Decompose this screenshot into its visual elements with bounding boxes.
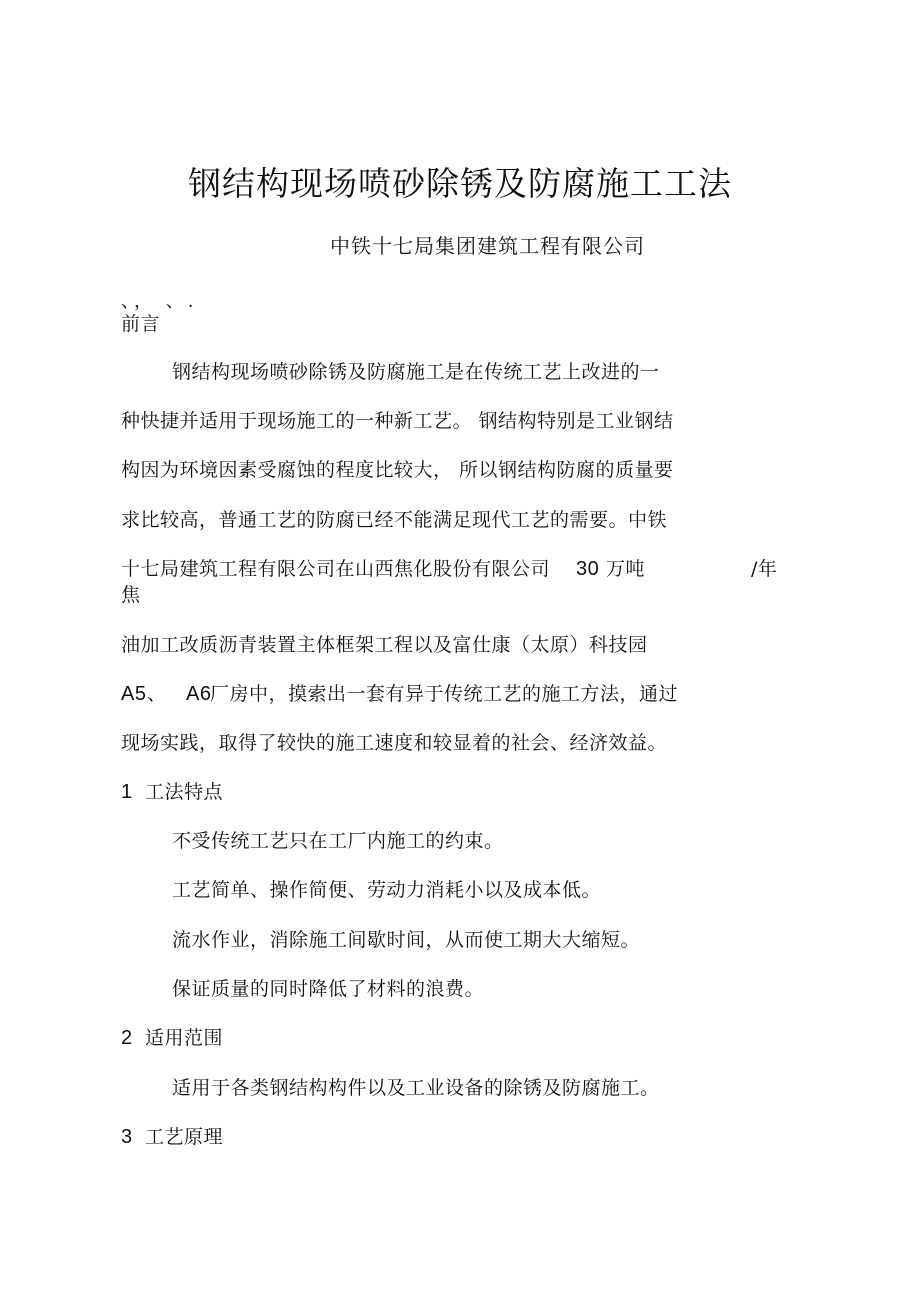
section-heading: 工艺原理	[145, 1126, 224, 1148]
preface-line: 钢结构现场喷砂除锈及防腐施工是在传统工艺上改进的一	[172, 361, 660, 383]
preface-line: 构因为环境因素受腐蚀的程度比较大， 所以钢结构防腐的质量要	[121, 459, 674, 481]
preface-heading: 前言	[121, 313, 161, 335]
section-heading: 工法特点	[145, 781, 224, 803]
preface-line: 现场实践，取得了较快的施工速度和较显着的社会、经济效益。	[121, 732, 668, 754]
list-item: 保证质量的同时降低了材料的浪费。	[172, 978, 485, 1000]
list-item: 工艺简单、操作简便、劳动力消耗小以及成本低。	[172, 879, 602, 901]
section-number: 3	[121, 1126, 133, 1148]
list-item: 适用于各类钢结构构件以及工业设备的除锈及防腐施工。	[172, 1077, 660, 1099]
preface-line: 万吨	[606, 558, 646, 580]
preface-line: 油加工改质沥青装置主体框架工程以及富仕康（太原）科技园	[121, 634, 648, 656]
preface-number: 30	[576, 558, 600, 580]
list-item: 不受传统工艺只在工厂内施工的约束。	[172, 830, 504, 852]
document-title: 钢结构现场喷砂除锈及防腐施工工法	[188, 164, 732, 203]
preface-line: 厂房中，摸索出一套有异于传统工艺的施工方法，通过	[210, 683, 679, 705]
company-name: 中铁十七局集团建筑工程有限公司	[330, 234, 645, 258]
preface-code: A6	[186, 683, 212, 705]
preface-line: 种快捷并适用于现场施工的一种新工艺。 钢结构特别是工业钢结	[121, 410, 674, 432]
preface-code: A5	[121, 683, 147, 705]
section-number: 2	[121, 1027, 133, 1049]
punctuation-marks: 、， 、.	[121, 291, 198, 312]
preface-line: 焦	[121, 584, 141, 606]
preface-line: 求比较高，普通工艺的防腐已经不能满足现代工艺的需要。中铁	[121, 509, 668, 531]
preface-line: 十七局建筑工程有限公司在山西焦化股份有限公司	[121, 558, 551, 580]
preface-line: /年	[751, 558, 778, 580]
section-number: 1	[121, 781, 133, 803]
preface-separator: 、	[147, 683, 167, 705]
section-heading: 适用范围	[145, 1027, 224, 1049]
list-item: 流水作业，消除施工间歇时间，从而使工期大大缩短。	[172, 929, 641, 951]
